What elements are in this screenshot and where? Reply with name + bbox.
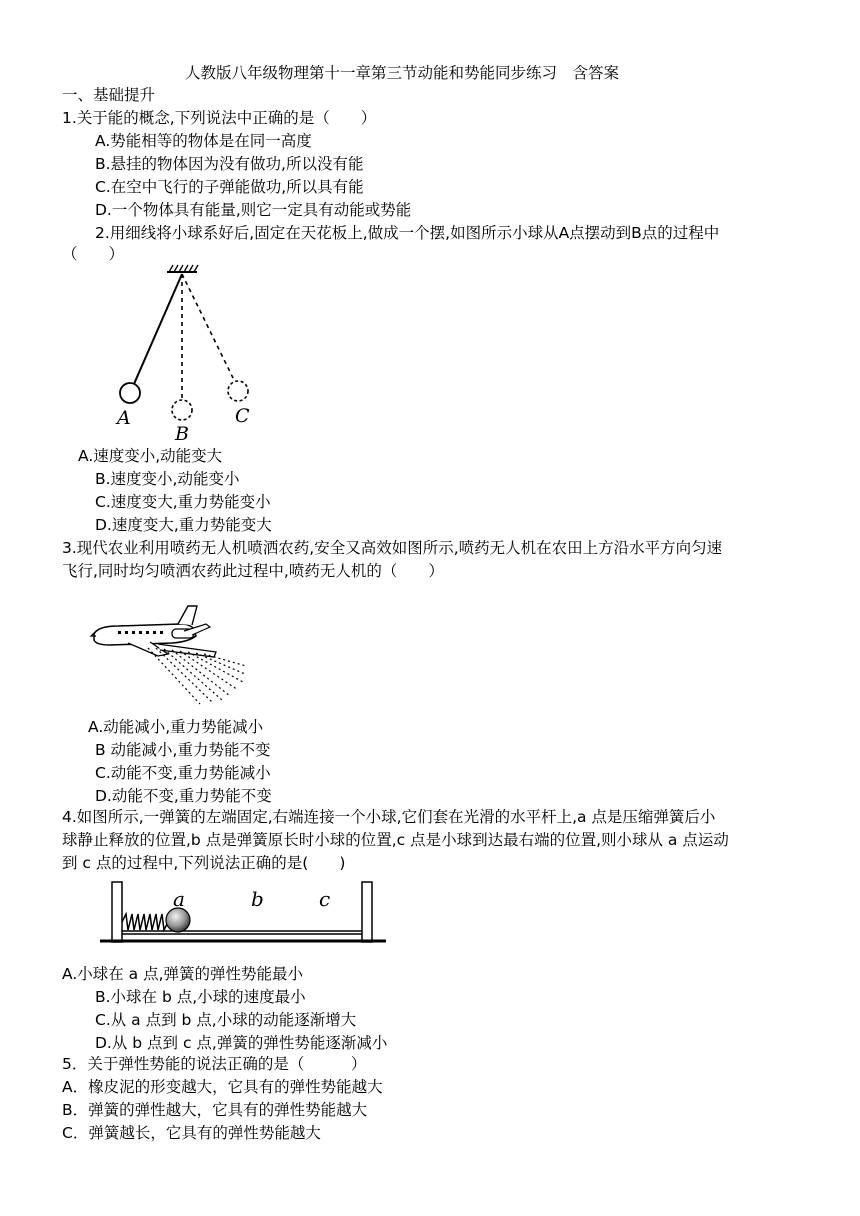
q4-option-b: B.小球在 b 点,小球的速度最小 [95,988,306,1006]
q3-option-a: A.动能减小,重力势能减小 [88,718,264,736]
section-heading: 一、基础提升 [62,86,156,104]
q3-option-d: D.动能不变,重力势能不变 [95,787,272,805]
pendulum-figure [105,262,275,447]
q3-stem-line1: 3.现代农业利用喷药无人机喷洒农药,安全又高效如图所示,喷药无人机在农田上方沿水平方向匀速 [62,539,723,557]
q5-stem: 5．关于弹性势能的说法正确的是（ ） [62,1055,367,1073]
q2-option-b: B.速度变小,动能变小 [95,470,240,488]
q1-option-b: B.悬挂的物体因为没有做功,所以没有能 [95,155,364,173]
pendulum-label-c: C [235,405,250,427]
q5-option-a: A．橡皮泥的形变越大，它具有的弹性势能越大 [62,1078,383,1096]
spring-label-c: c [319,887,331,911]
spring-label-a: a [173,887,185,911]
q2-option-c: C.速度变大,重力势能变小 [95,493,271,511]
q4-option-a: A.小球在 a 点,弹簧的弹性势能最小 [62,965,304,983]
q4-stem-line3: 到 c 点的过程中,下列说法正确的是( ) [62,854,346,872]
q4-stem-line1: 4.如图所示,一弹簧的左端固定,右端连接一个小球,它们套在光滑的水平杆上,a 点是压缩弹簧后小 [62,808,716,826]
q5-option-b: B．弹簧的弹性越大，它具有的弹性势能越大 [62,1101,368,1119]
q2-option-d: D.速度变大,重力势能变大 [95,516,272,534]
q4-option-d: D.从 b 点到 c 点,弹簧的弹性势能逐渐减小 [95,1034,388,1052]
q5-option-c: C．弹簧越长，它具有的弹性势能越大 [62,1124,321,1142]
q3-option-b: B 动能减小,重力势能不变 [95,741,271,759]
page-title: 人教版八年级物理第十一章第三节动能和势能同步练习 含答案 [185,64,620,82]
q3-stem-line2: 飞行,同时均匀喷洒农药此过程中,喷药无人机的（ ） [62,562,444,580]
q4-stem-line2: 球静止释放的位置,b 点是弹簧原长时小球的位置,c 点是小球到达最右端的位置,则小球从 a 点运动 [62,831,729,849]
q1-option-d: D.一个物体具有能量,则它一定具有动能或势能 [95,201,412,219]
pendulum-label-a: A [117,407,131,429]
q2-stem-line1: 2.用细线将小球系好后,固定在天花板上,做成一个摆,如图所示小球从A点摆动到B点的过程中 [95,224,720,242]
pendulum-label-b: B [175,423,189,445]
spring-ball-figure [98,878,388,948]
q4-option-c: C.从 a 点到 b 点,小球的动能逐渐增大 [95,1011,357,1029]
q1-option-a: A.势能相等的物体是在同一高度 [95,132,312,150]
q3-option-c: C.动能不变,重力势能减小 [95,764,271,782]
q2-option-a: A.速度变小,动能变大 [78,447,223,465]
spring-label-b: b [251,887,264,911]
drone-spraying-figure [88,600,248,712]
q2-stem-line2: （ ） [62,245,125,263]
q1-stem: 1.关于能的概念,下列说法中正确的是（ ） [62,109,377,127]
q1-option-c: C.在空中飞行的子弹能做功,所以具有能 [95,178,364,196]
